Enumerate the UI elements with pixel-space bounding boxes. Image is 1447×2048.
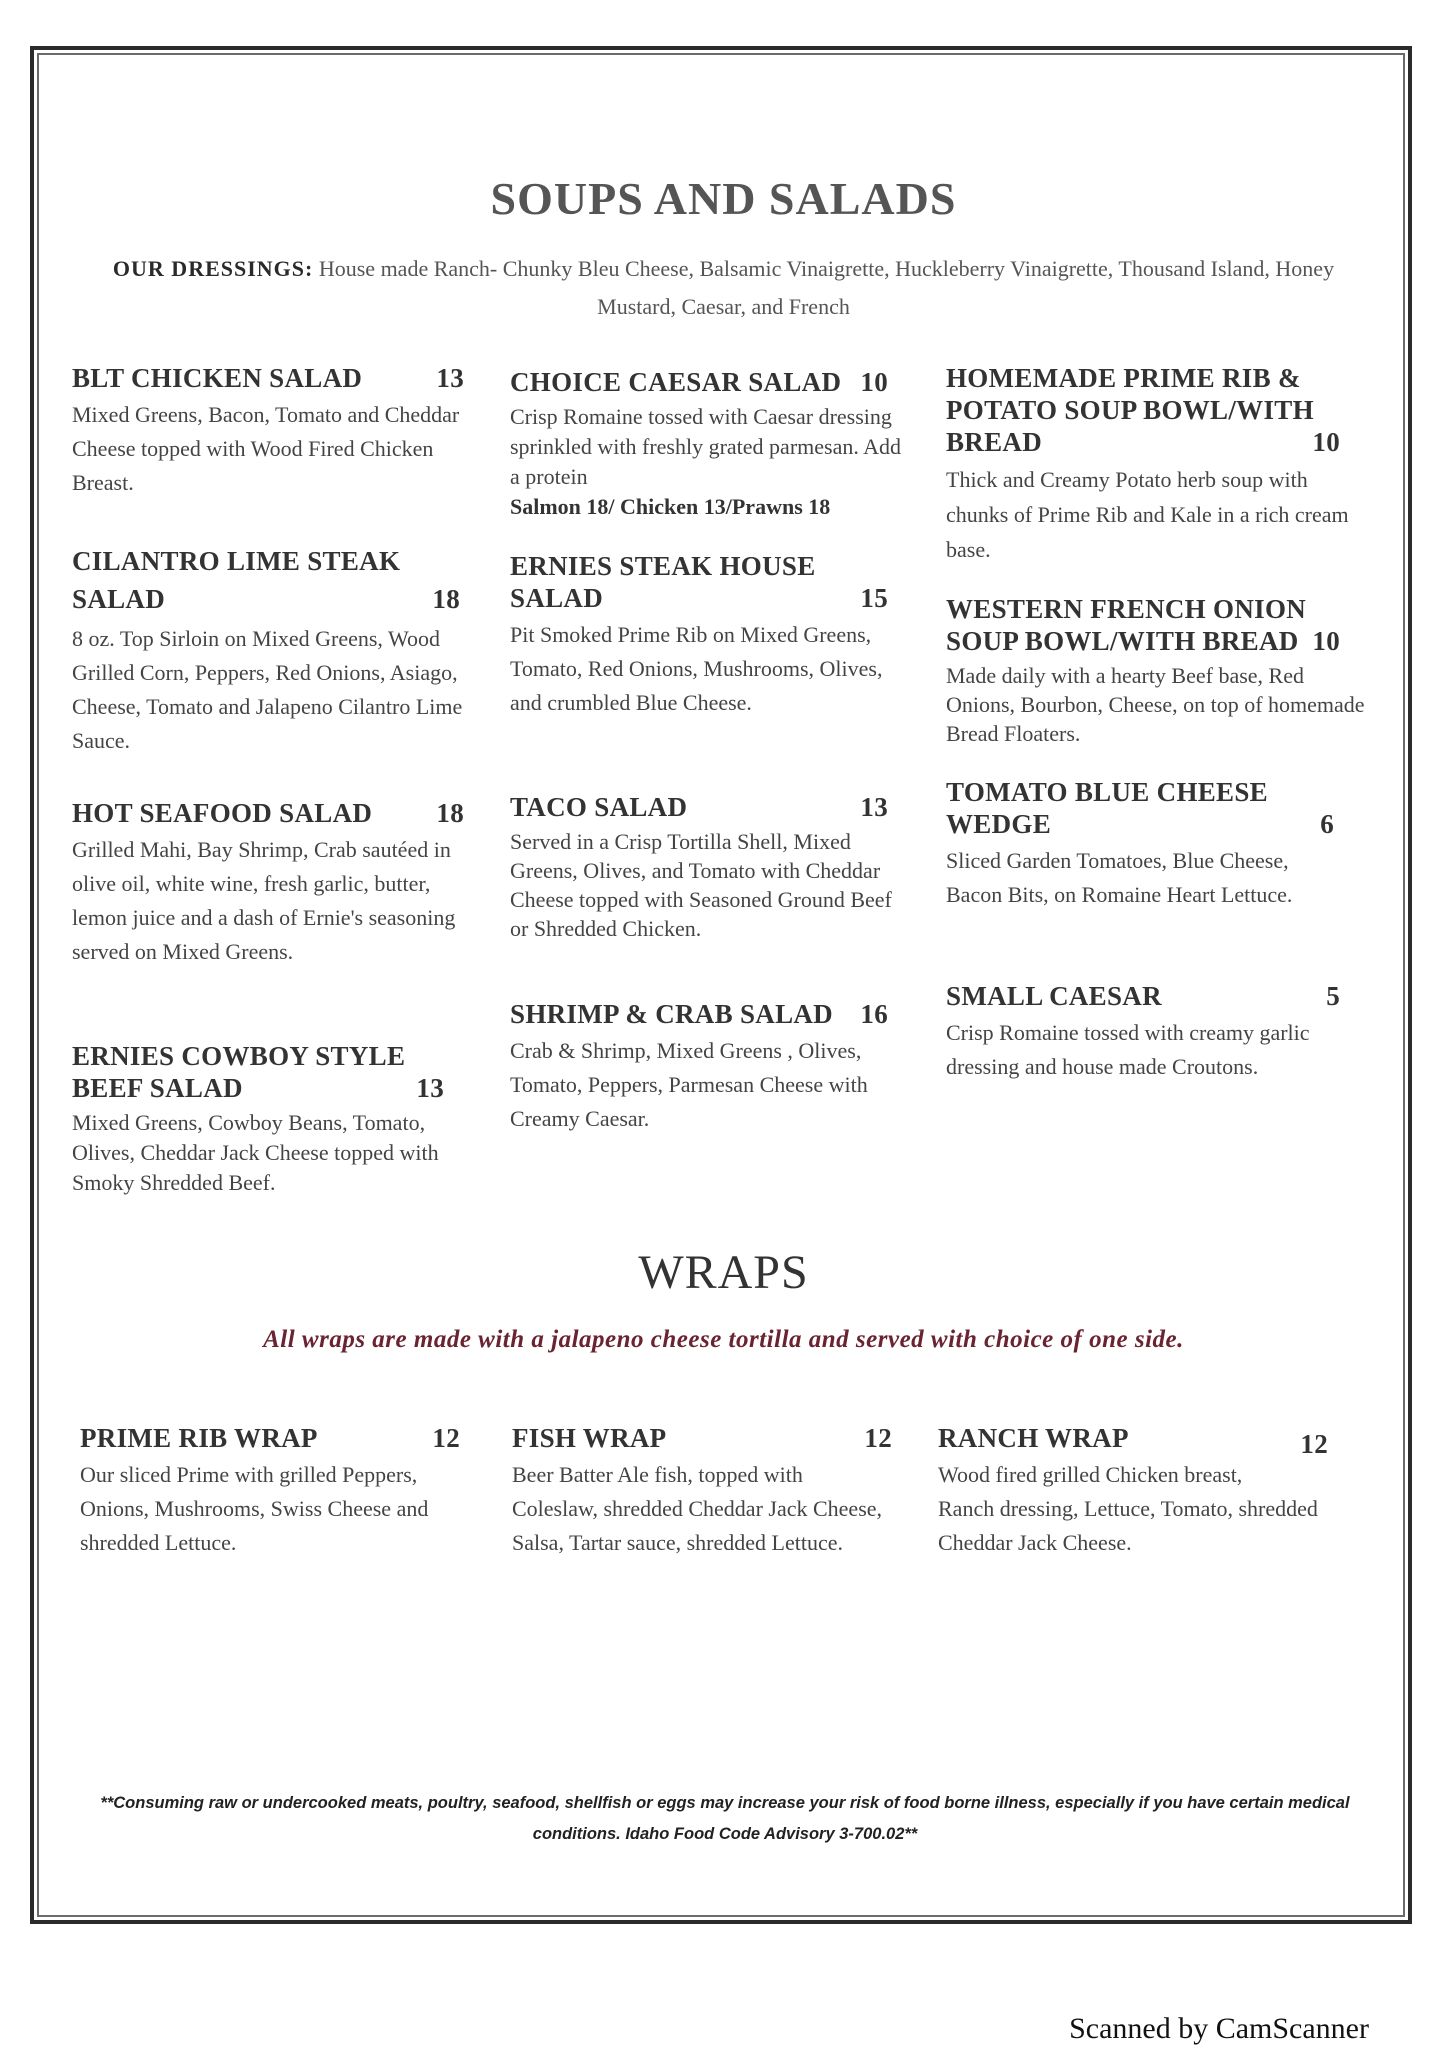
menu-item-shrimp-crab-salad [510, 998, 902, 1136]
menu-item-blt-chicken-salad [72, 362, 464, 500]
dressings-label: OUR DRESSINGS: [112, 256, 314, 281]
menu-item-steak-house-salad [510, 550, 902, 720]
item-price: 10 [1312, 626, 1340, 656]
item-name: CHOICE CAESAR SALAD [510, 367, 842, 397]
item-description: Made daily with a hearty Beef base, Red Onions, Bourbon, Cheese, on top of homemade Bread Floaters. [946, 663, 1365, 746]
item-name: ERNIES COWBOY STYLE BEEF SALAD [72, 1041, 406, 1103]
item-price: 10 [860, 367, 888, 397]
item-name: ERNIES STEAK HOUSE SALAD [510, 551, 816, 613]
dressings-list: House made Ranch- Chunky Bleu Cheese, Balsamic Vinaigrette, Huckleberry Vinaigrette, Thousand Island, Honey Mustard, Caesar, and French [313, 256, 1335, 319]
item-price: 12 [432, 1423, 460, 1453]
item-description: Wood fired grilled Chicken breast, Ranch dressing, Lettuce, Tomato, shredded Cheddar Jack Cheese. [938, 1462, 1318, 1555]
item-description: Thick and Creamy Potato herb soup with chunks of Prime Rib and Kale in a rich cream base. [946, 467, 1349, 562]
menu-item-fish-wrap [512, 1422, 892, 1560]
wraps-note: All wraps are made with a jalapeno cheese tortilla and served with choice of one side. [263, 1326, 1184, 1353]
item-price: 12 [864, 1423, 892, 1453]
item-name: CILANTRO LIME STEAK SALAD [72, 546, 401, 614]
menu-item-tomato-blue-cheese-wedge [946, 776, 1366, 912]
item-name: PRIME RIB WRAP [80, 1423, 318, 1453]
item-name: FISH WRAP [512, 1423, 667, 1453]
item-price: 13 [416, 1073, 444, 1103]
item-description: Grilled Mahi, Bay Shrimp, Crab sautéed in olive oil, white wine, fresh garlic, butter, lemon juice and a dash of Ernie's seasoning served on Mixed Greens. [72, 837, 456, 964]
menu-item-prime-rib-wrap [80, 1422, 460, 1560]
wraps-title: WRAPS [638, 1246, 809, 1299]
menu-item-choice-caesar-salad [510, 366, 902, 522]
protein-add-ons: Salmon 18/ Chicken 13/Prawns 18 [510, 494, 831, 519]
item-price: 13 [436, 363, 464, 393]
item-price: 12 [1300, 1429, 1328, 1459]
menu-item-french-onion-soup [946, 593, 1366, 748]
item-description: Pit Smoked Prime Rib on Mixed Greens, Tomato, Red Onions, Mushrooms, Olives, and crumbled Blue Cheese. [510, 622, 883, 715]
food-safety-disclaimer: **Consuming raw or undercooked meats, poultry, seafood, shellfish or eggs may increase your risk of food borne illness, especially if you have certain medical conditions. Idaho Food Code Advisory 3-700.02** [100, 1794, 1350, 1843]
item-name: HOT SEAFOOD SALAD [72, 798, 373, 828]
menu-item-hot-seafood-salad [72, 797, 464, 969]
menu-item-small-caesar [946, 980, 1366, 1084]
scanner-watermark: Scanned by CamScanner [1069, 2012, 1369, 2045]
item-name: WESTERN FRENCH ONION SOUP BOWL/WITH BREAD [946, 594, 1307, 656]
item-price: 6 [1320, 809, 1334, 839]
item-name: BLT CHICKEN SALAD [72, 363, 363, 393]
item-name: SHRIMP & CRAB SALAD [510, 999, 833, 1029]
menu-item-taco-salad [510, 791, 902, 943]
item-description: Beer Batter Ale fish, topped with Coleslaw, shredded Cheddar Jack Cheese, Salsa, Tartar sauce, shredded Lettuce. [512, 1462, 883, 1555]
item-description: Crisp Romaine tossed with creamy garlic dressing and house made Croutons. [946, 1020, 1310, 1079]
item-name: SMALL CAESAR [946, 981, 1162, 1011]
item-description: Mixed Greens, Cowboy Beans, Tomato, Olives, Cheddar Jack Cheese topped with Smoky Shredded Beef. [72, 1110, 439, 1195]
item-price: 18 [432, 584, 460, 614]
menu-item-ranch-wrap [938, 1422, 1328, 1560]
item-description: 8 oz. Top Sirloin on Mixed Greens, Wood Grilled Corn, Peppers, Red Onions, Asiago, Cheese, Tomato and Jalapeno Cilantro Lime Sauce. [72, 626, 463, 753]
menu-item-prime-rib-potato-soup [946, 362, 1366, 567]
dressings-line [90, 250, 1357, 326]
item-name: TACO SALAD [510, 792, 688, 822]
soups-salads-title: SOUPS AND SALADS [490, 173, 957, 224]
item-price: 18 [436, 798, 464, 828]
item-price: 16 [860, 999, 888, 1029]
item-description: Our sliced Prime with grilled Peppers, Onions, Mushrooms, Swiss Cheese and shredded Lettuce. [80, 1462, 429, 1555]
item-price: 13 [860, 792, 888, 822]
item-name: RANCH WRAP [938, 1423, 1129, 1453]
item-description: Served in a Crisp Tortilla Shell, Mixed Greens, Olives, and Tomato with Cheddar Cheese topped with Seasoned Ground Beef or Shredded Chicken. [510, 829, 892, 941]
item-name: HOMEMADE PRIME RIB & POTATO SOUP BOWL/WITH BREAD [946, 363, 1314, 457]
menu-item-cowboy-beef-salad [72, 1040, 464, 1198]
menu-item-cilantro-lime-steak-salad [72, 542, 464, 758]
item-description: Mixed Greens, Bacon, Tomato and Cheddar Cheese topped with Wood Fired Chicken Breast. [72, 402, 460, 495]
item-price: 10 [1312, 427, 1340, 457]
item-description: Sliced Garden Tomatoes, Blue Cheese, Bacon Bits, on Romaine Heart Lettuce. [946, 848, 1293, 907]
item-price: 15 [860, 583, 888, 613]
item-name: TOMATO BLUE CHEESE WEDGE [946, 777, 1268, 839]
item-price: 5 [1326, 981, 1340, 1011]
item-description: Crisp Romaine tossed with Caesar dressing sprinkled with freshly grated parmesan. Add a protein [510, 404, 902, 489]
item-description: Crab & Shrimp, Mixed Greens , Olives, Tomato, Peppers, Parmesan Cheese with Creamy Caesar. [510, 1038, 868, 1131]
